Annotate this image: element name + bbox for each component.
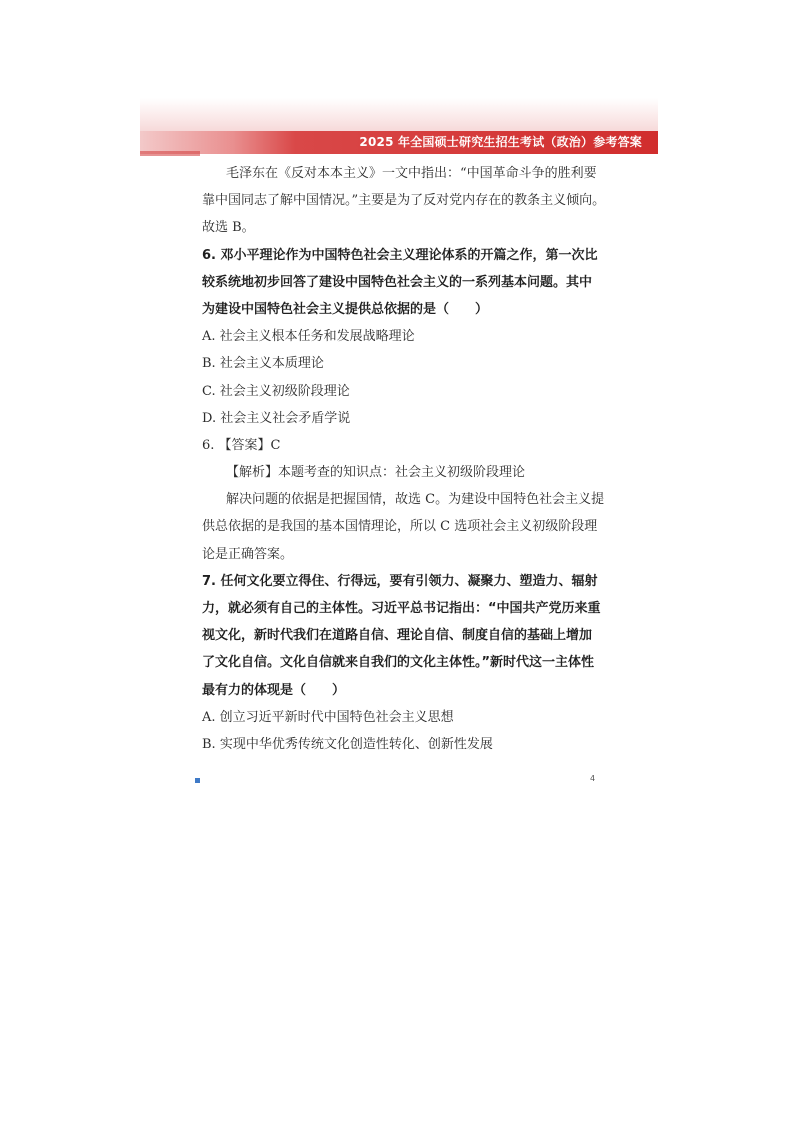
analysis-line: 论是正确答案。 — [202, 546, 294, 562]
footer-marker — [195, 778, 200, 783]
option-b: B. 实现中华优秀传统文化创造性转化、创新性发展 — [202, 736, 493, 752]
question-line: 为建设中国特色社会主义提供总依据的是（ ） — [202, 301, 489, 317]
option-d: D. 社会主义社会矛盾学说 — [202, 410, 351, 426]
analysis-line: 供总依据的是我国的基本国情理论，所以 C 选项社会主义初级阶段理 — [202, 519, 598, 535]
page-number: 4 — [590, 774, 596, 783]
question-line: 视文化，新时代我们在道路自信、理论自信、制度自信的基础上增加 — [202, 628, 593, 644]
page-content — [202, 160, 622, 758]
question-line: 最有力的体现是（ ） — [202, 682, 346, 698]
question-line: 6. 邓小平理论作为中国特色社会主义理论体系的开篇之作，第一次比 — [202, 247, 598, 263]
option-b: B. 社会主义本质理论 — [202, 356, 324, 372]
text-line: 毛泽东在《反对本本主义》一文中指出：“中国革命斗争的胜利要 — [226, 166, 597, 181]
question-line: 了文化自信。文化自信就来自我们的文化主体性。”新时代这一主体性 — [202, 655, 595, 671]
option-a: A. 创立习近平新时代中国特色社会主义思想 — [202, 709, 454, 725]
option-c: C. 社会主义初级阶段理论 — [202, 383, 350, 399]
text-line: 靠中国同志了解中国情况。”主要是为了反对党内存在的教条主义倾向。 — [202, 193, 606, 209]
analysis-line: 【解析】本题考查的知识点：社会主义初级阶段理论 — [226, 465, 526, 481]
header-bar — [140, 131, 658, 154]
text-line: 故选 B。 — [202, 220, 255, 236]
header-fade — [140, 98, 658, 132]
analysis-line: 解决问题的依据是把握国情，故选 C。为建设中国特色社会主义提 — [226, 492, 605, 508]
question-line: 较系统地初步回答了建设中国特色社会主义的一系列基本问题。其中 — [202, 274, 593, 290]
question-line: 7. 任何文化要立得住、行得远，要有引领力、凝聚力、塑造力、辐射 — [202, 573, 598, 589]
header-title: 2025 年全国硕士研究生招生考试（政治）参考答案 — [359, 135, 642, 149]
answer-line: 6. 【答案】C — [202, 437, 281, 453]
option-a: A. 社会主义根本任务和发展战略理论 — [202, 329, 415, 345]
question-line: 力，就必须有自己的主体性。习近平总书记指出：“中国共产党历来重 — [202, 601, 601, 616]
header-stripe — [140, 151, 200, 156]
